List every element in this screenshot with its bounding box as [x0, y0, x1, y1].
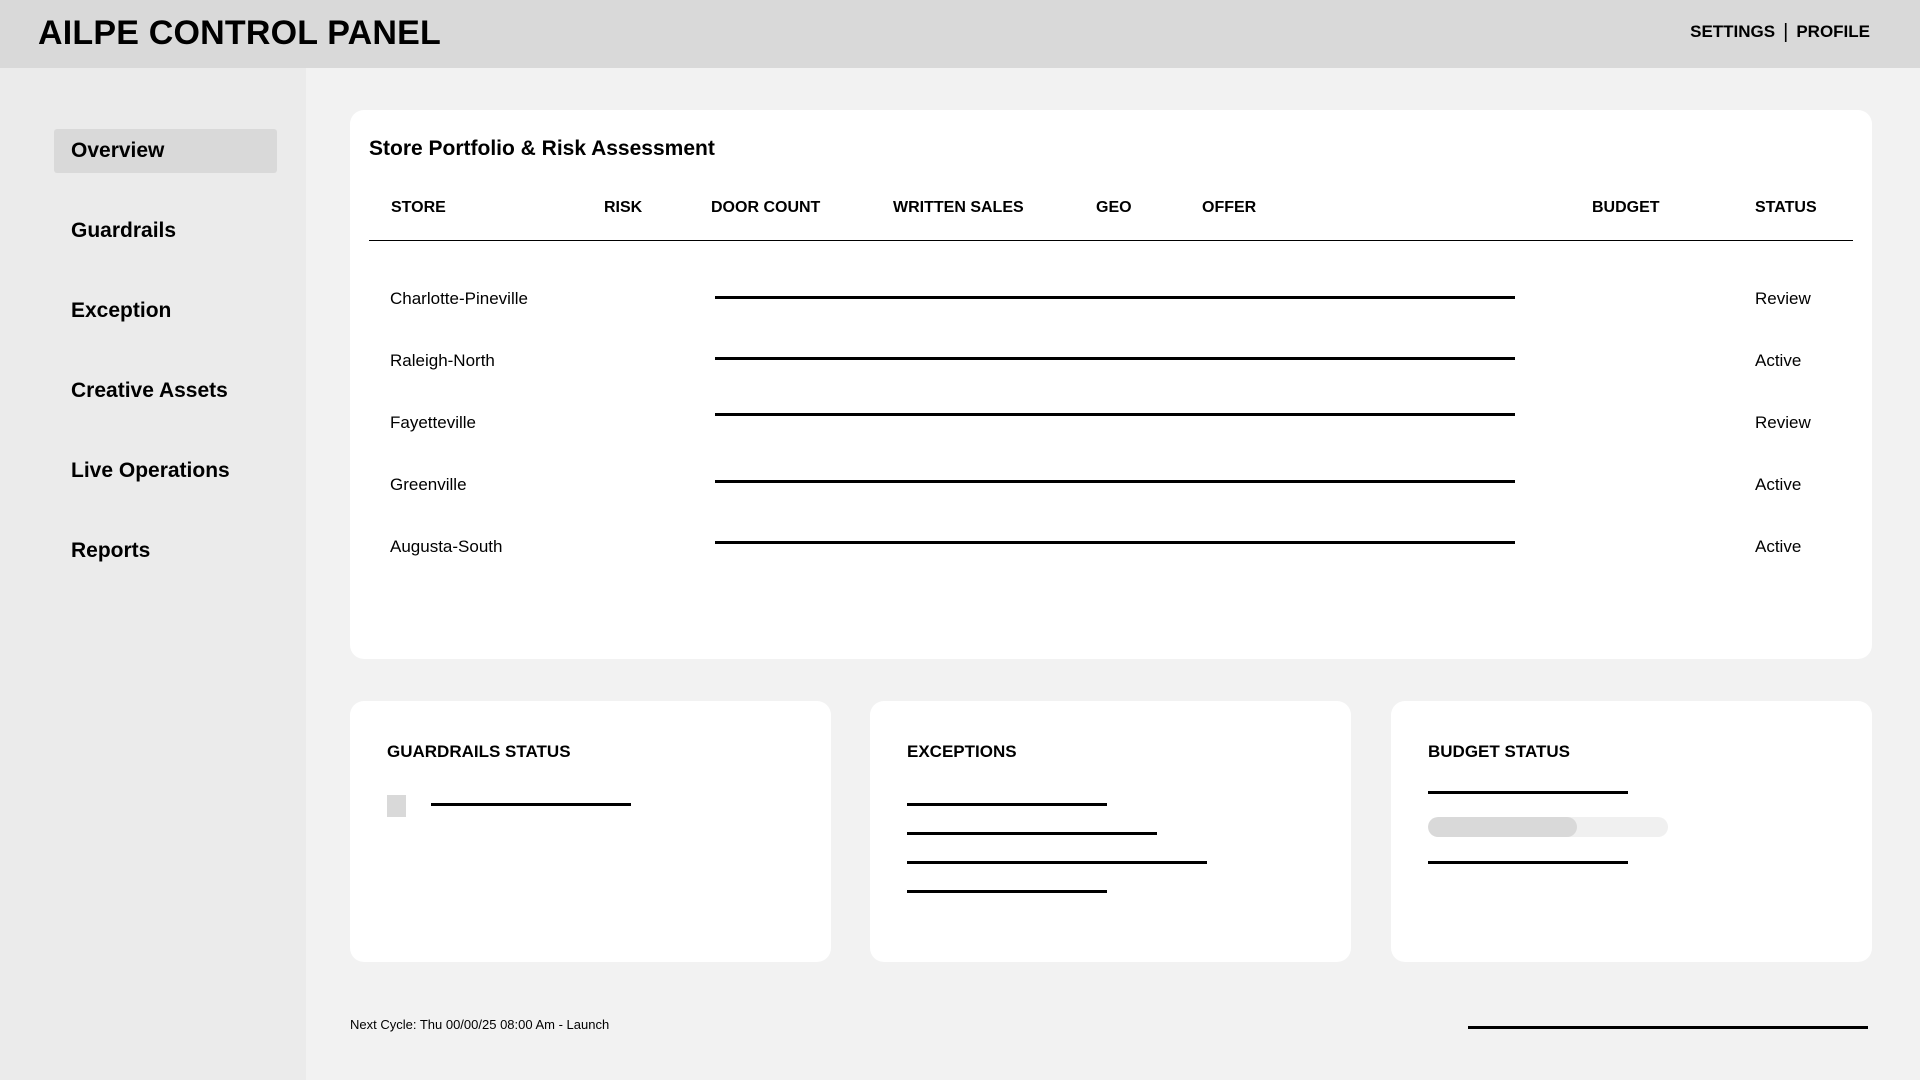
- sidebar-item-live-operations[interactable]: Live Operations: [71, 459, 230, 482]
- budget-status-card: [1391, 701, 1872, 962]
- guardrail-placeholder-line: [431, 803, 631, 806]
- column-header-written-sales: WRITTEN SALES: [893, 199, 1024, 216]
- budget-status-title: BUDGET STATUS: [1428, 742, 1570, 761]
- store-name: Augusta-South: [390, 537, 503, 556]
- store-name: Fayetteville: [390, 413, 476, 432]
- portfolio-title: Store Portfolio & Risk Assessment: [369, 137, 715, 160]
- column-header-geo: GEO: [1096, 199, 1132, 216]
- row-placeholder-bar: [715, 413, 1515, 416]
- row-placeholder-bar: [715, 480, 1515, 483]
- guardrails-status-card: [350, 701, 831, 962]
- sidebar: [0, 68, 306, 1080]
- top-bar: [0, 0, 1920, 68]
- next-cycle-text: Next Cycle: Thu 00/00/25 08:00 Am - Launch: [350, 1017, 610, 1032]
- top-links-separator: |: [1783, 20, 1789, 43]
- table-row[interactable]: [350, 288, 1872, 318]
- row-placeholder-bar: [715, 357, 1515, 360]
- column-header-door-count: DOOR COUNT: [711, 199, 821, 216]
- exception-placeholder-line: [907, 832, 1157, 835]
- guardrails-status-title: GUARDRAILS STATUS: [387, 742, 571, 761]
- table-row[interactable]: [350, 536, 1872, 566]
- status-text: Review: [1755, 289, 1811, 308]
- exception-placeholder-line: [907, 890, 1107, 893]
- table-header-divider: [369, 240, 1853, 241]
- exceptions-title: EXCEPTIONS: [907, 742, 1017, 761]
- row-placeholder-bar: [715, 541, 1515, 544]
- footer-placeholder-line: [1468, 1026, 1868, 1029]
- checkbox-icon[interactable]: [387, 795, 406, 817]
- column-header-budget: BUDGET: [1592, 199, 1660, 216]
- budget-progress-fill: [1428, 817, 1577, 837]
- table-row[interactable]: [350, 350, 1872, 380]
- exceptions-card: [870, 701, 1351, 962]
- budget-placeholder-line: [1428, 861, 1628, 864]
- status-text: Active: [1755, 537, 1802, 556]
- table-row[interactable]: [350, 412, 1872, 442]
- column-header-store: STORE: [391, 199, 446, 216]
- sidebar-item-creative-assets[interactable]: Creative Assets: [71, 379, 228, 402]
- profile-link[interactable]: PROFILE: [1796, 22, 1870, 41]
- sidebar-item-exception[interactable]: Exception: [71, 299, 172, 322]
- sidebar-item-overview[interactable]: Overview: [54, 129, 277, 173]
- app-title: AILPE CONTROL PANEL: [38, 14, 442, 52]
- sidebar-item-guardrails[interactable]: Guardrails: [71, 219, 177, 242]
- row-placeholder-bar: [715, 296, 1515, 299]
- exception-placeholder-line: [907, 803, 1107, 806]
- status-text: Active: [1755, 475, 1802, 494]
- exception-placeholder-line: [907, 861, 1207, 864]
- store-name: Greenville: [390, 475, 467, 494]
- store-name: Raleigh-North: [390, 351, 495, 370]
- sidebar-item-reports[interactable]: Reports: [71, 539, 151, 562]
- column-header-risk: RISK: [604, 199, 643, 216]
- budget-placeholder-line: [1428, 791, 1628, 794]
- top-links: [1690, 22, 1870, 42]
- budget-progress-bar: [1428, 817, 1668, 837]
- status-text: Active: [1755, 351, 1802, 370]
- column-header-status: STATUS: [1755, 199, 1817, 216]
- store-name: Charlotte-Pineville: [390, 289, 528, 308]
- store-portfolio-card: [350, 110, 1872, 659]
- table-row[interactable]: [350, 474, 1872, 504]
- settings-link[interactable]: SETTINGS: [1690, 22, 1776, 41]
- status-text: Review: [1755, 413, 1811, 432]
- column-header-offer: OFFER: [1202, 199, 1257, 216]
